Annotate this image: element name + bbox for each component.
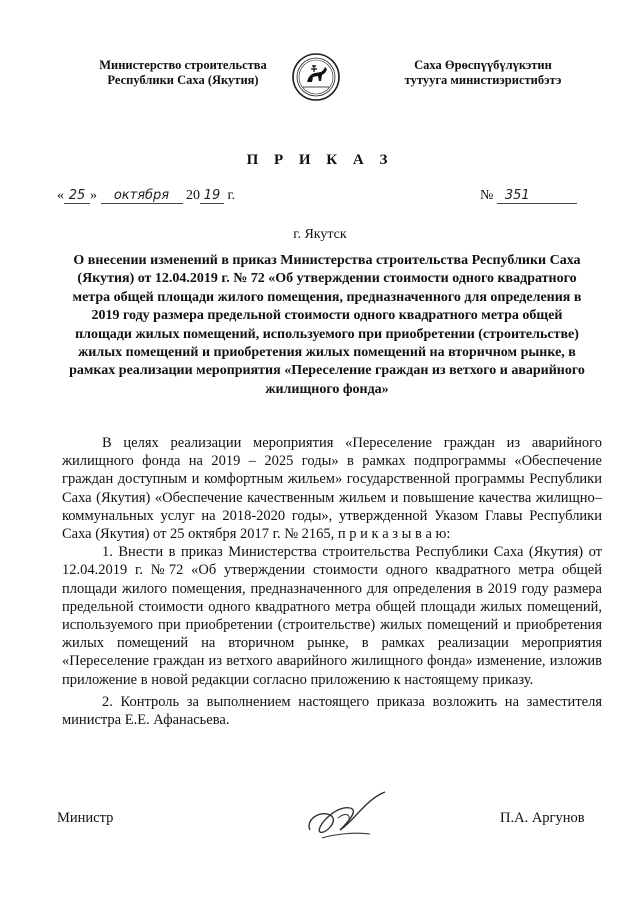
handwritten-signature xyxy=(300,790,390,850)
ministry-name-line1: Министерство строительства xyxy=(99,58,267,72)
ministry-name-yakut xyxy=(388,58,578,88)
date-year-unit: г. xyxy=(227,188,236,203)
order-date xyxy=(57,188,235,204)
date-day: 25 xyxy=(64,188,90,204)
order-body xyxy=(62,434,602,729)
ministry-name-russian xyxy=(88,58,278,88)
coat-of-arms-emblem-icon xyxy=(291,52,341,102)
body-paragraph-item2: 2. Контроль за выполнением настоящего приказа возложить на заместителя министра Е.Е. Афанасьева. xyxy=(62,693,602,729)
order-number xyxy=(480,188,577,204)
ministry-name-yakut-line1: Саха Өрөспүүбүлүкэтин xyxy=(414,58,552,72)
signer-title: Министр xyxy=(57,810,114,826)
number-value: 351 xyxy=(497,188,577,204)
body-paragraph-preamble: В целях реализации мероприятия «Переселение граждан из аварийного жилищного фонда на 2019 – 2025 годы» в рамках подпрограммы «Обеспечение граждан доступным и комфортным жильем» государственной программы Республики Саха (Якутия) «Обеспечение качественным жильем и повышение качества жилищно–коммунальных услуг на 2018-2020 годы», утвержденной Указом Главы Республики Саха (Якутия) от 25 октября 2017 г. № 2165, п р и к а з ы в а ю: xyxy=(62,435,602,543)
body-paragraph-item1: 1. Внести в приказ Министерства строительства Республики Саха (Якутия) от 12.04.2019 г. №72 «Об утверждении стоимости одного квадратного метра общей площади жилого помещения, предназначенного для определения в 2019 году размера предельной стоимости одного квадратного метра общей площади жилых помещений, используемого при приобретении (строительстве) жилых помещений и приобретения жилых помещений на вторичном рынке, в рамках реализации мероприятия «Переселение граждан из ветхого аварийного жилищного фонда» изменение, изложив приложение в новой редакции согласно приложению к настоящему приказу. xyxy=(62,544,602,688)
city: г. Якутск xyxy=(293,227,347,242)
ministry-name-line2: Республики Саха (Якутия) xyxy=(107,73,259,87)
date-close-quote: » xyxy=(90,188,97,203)
date-open-quote: « xyxy=(57,188,64,203)
date-line xyxy=(57,188,597,208)
ministry-name-yakut-line2: тутууга министиэристибэтэ xyxy=(404,73,562,87)
order-subject: О внесении изменений в приказ Министерства строительства Республики Саха (Якутия) от 12.04.2019 г. № 72 «Об утверждении стоимости одного квадратного метра общей площади жилого помещения, предназначенного для определения в 2019 году размера предельной стоимости одного квадратного метра общей площади жилых помещений, используемого при приобретении (строительстве) жилых помещений и приобретения жилых помещений на вторичном рынке, в рамках реализации мероприятия «Переселение граждан из ветхого и аварийного жилищного фонда» xyxy=(69,253,585,397)
date-month: октября xyxy=(101,188,183,204)
date-year-prefix: 20 xyxy=(186,188,200,203)
signer-name: П.А. Аргунов xyxy=(500,810,585,826)
date-year-suffix: 19 xyxy=(200,188,224,204)
document-title: П Р И К А З xyxy=(246,152,394,168)
number-label: № xyxy=(480,188,494,203)
